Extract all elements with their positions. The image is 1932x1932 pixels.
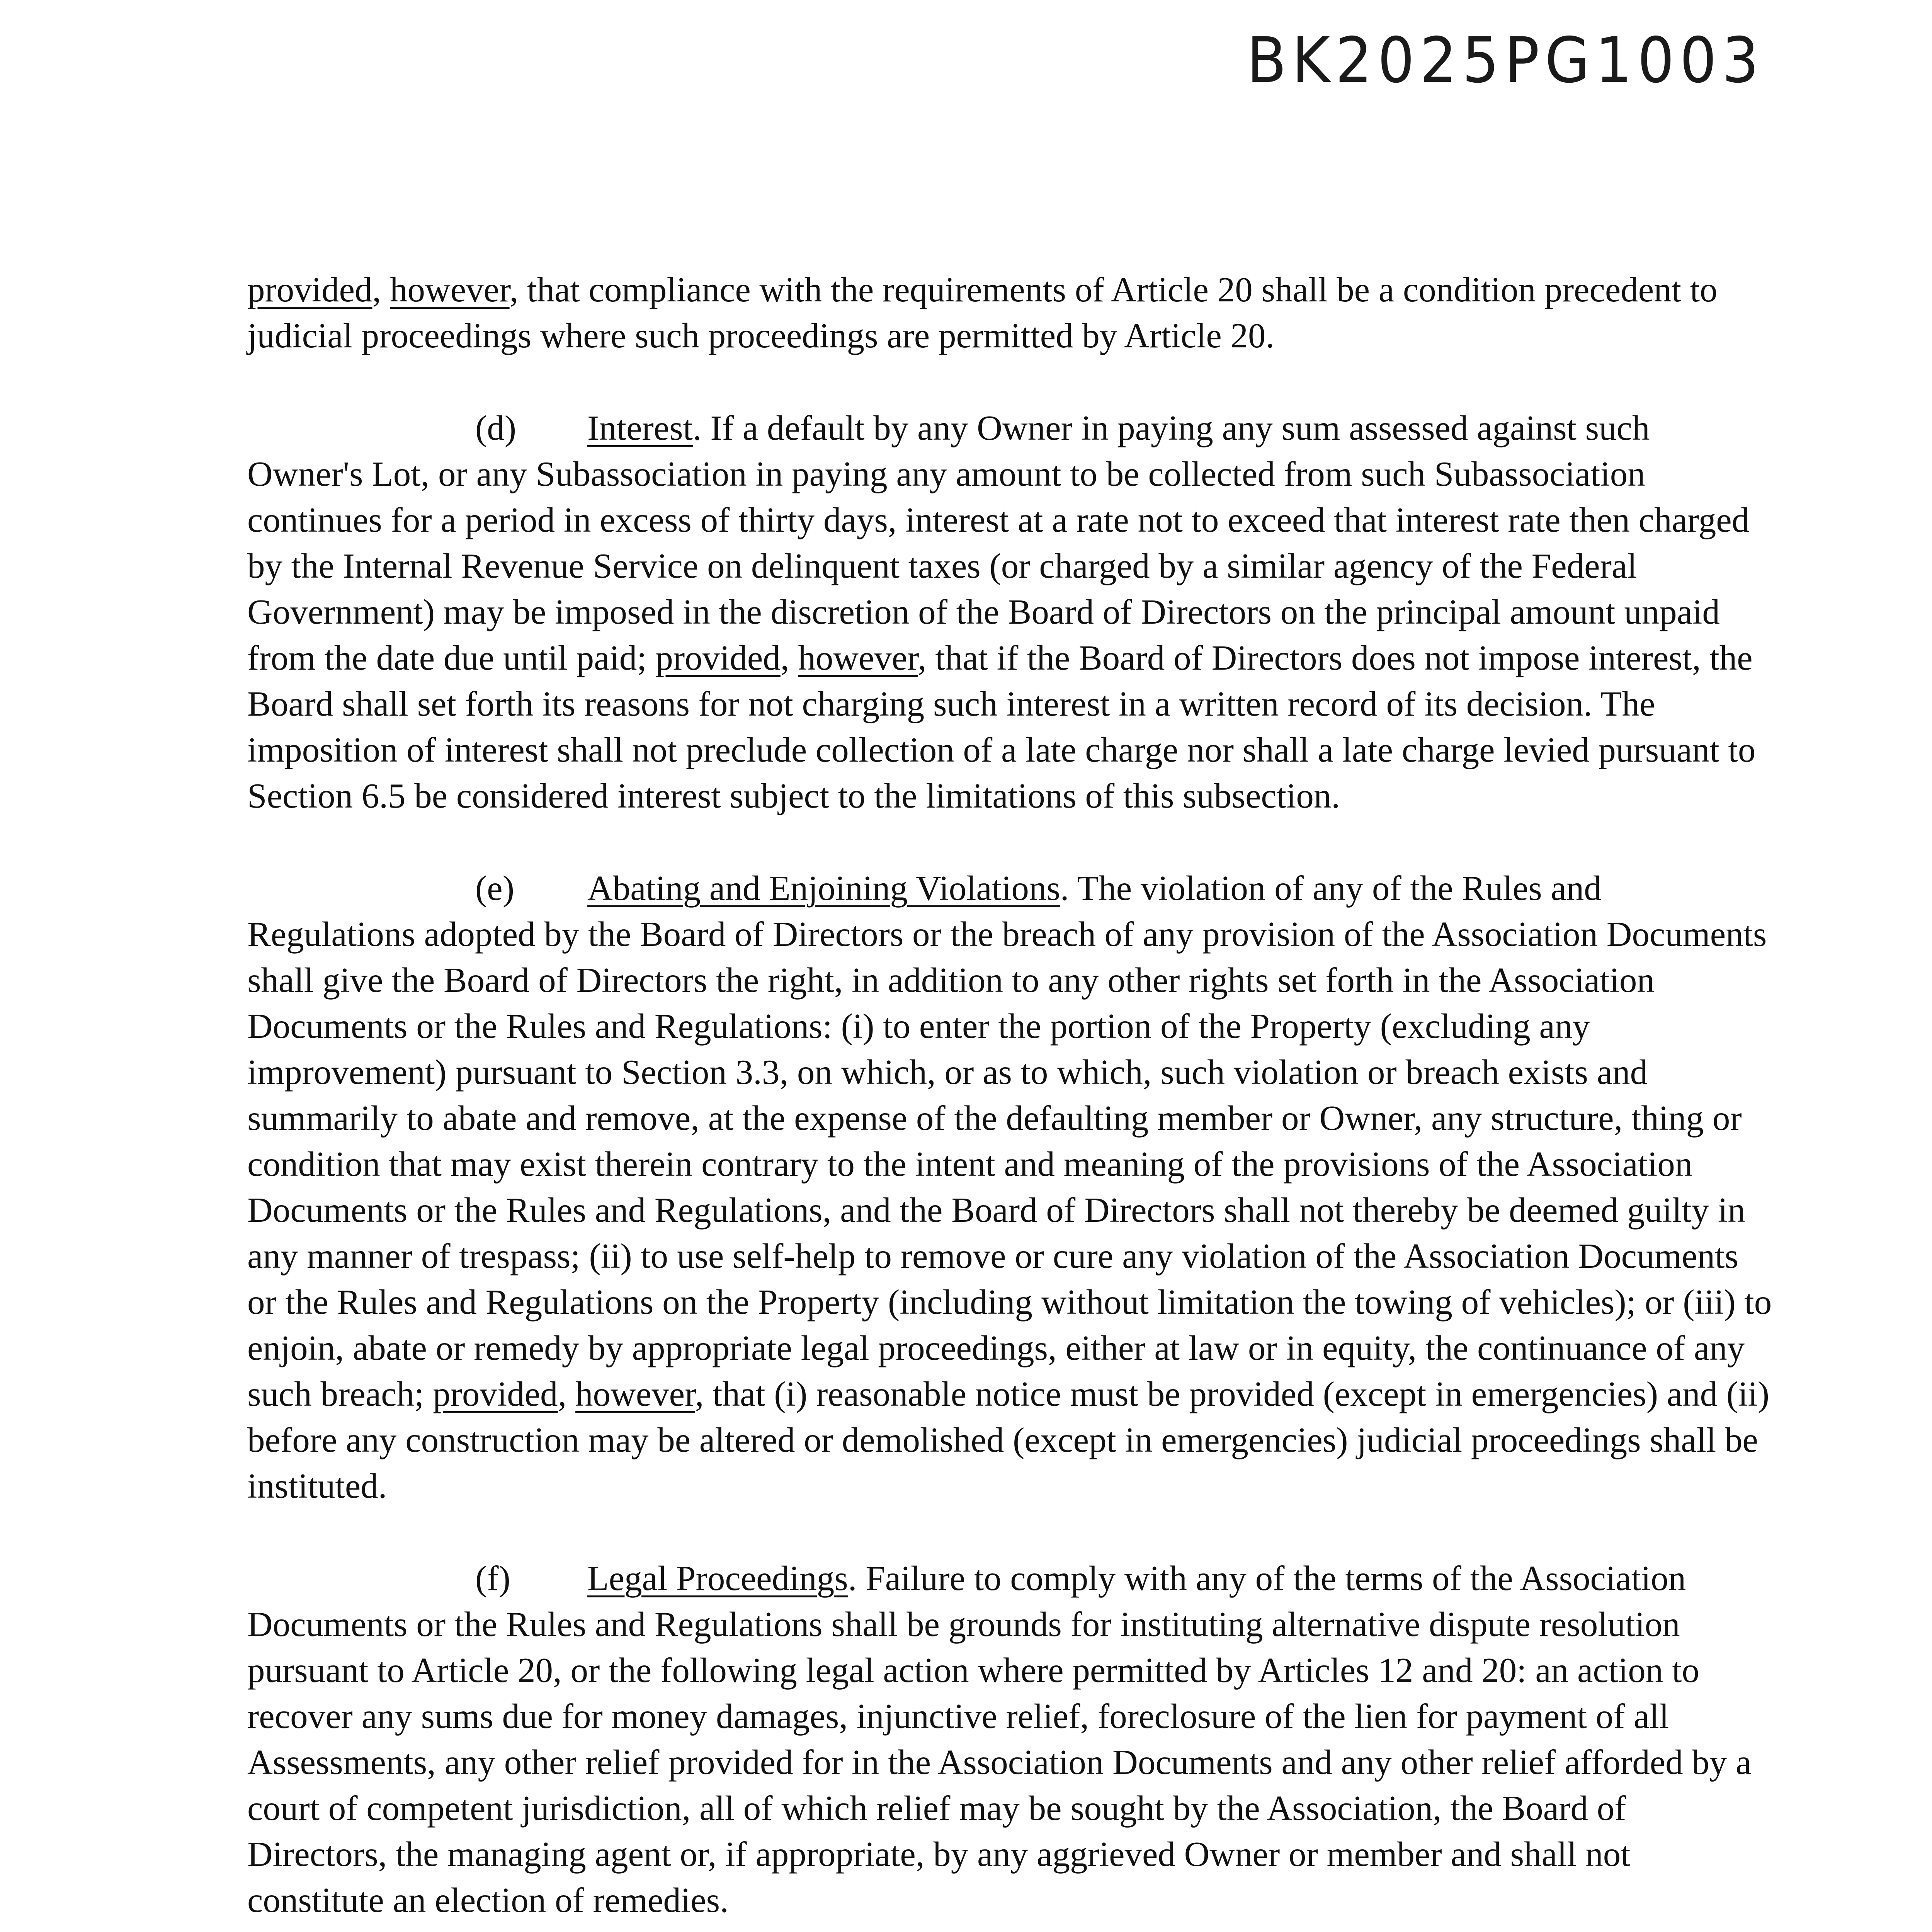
section-label: (f)	[475, 1559, 510, 1598]
document-body	[247, 267, 1774, 1932]
paragraph-text: , that compliance with the requirements of Article 20 shall be a condition precedent to judicial proceedings where such proceedings are permitted by Article 20.	[247, 270, 1718, 355]
section-text: . If a default by any Owner in paying any sum assessed against such Owner's Lot, or any Subassociation in paying any amount to be collected from such Subassociation continues for a period in excess of thirty days, interest at a rate not to exceed that interest rate then charged by the Internal Revenue Service on delinquent taxes (or charged by a similar agency of the Federal Government) may be imposed in the discretion of the Board of Directors on the principal amount unpaid from the date due until paid;	[247, 408, 1750, 677]
provided-term: provided	[655, 638, 781, 677]
section-f-legal-proceedings	[247, 1555, 1774, 1923]
provided-term: provided	[433, 1374, 558, 1413]
section-text: , that (i) reasonable notice must be provided (except in emergencies) and (ii) before any construction may be altered or demolished (except in emergencies) judicial proceedings shall be instituted.	[247, 1374, 1770, 1505]
section-label: (d)	[475, 408, 517, 447]
however-term: however	[575, 1374, 695, 1413]
section-e-abating-violations: (e) Abating and Enjoining Violations. The violation of any of the Rules and Regulations adopted by the Board of Directors or the breach of any provision of the Association Documents shall give the Board of Directors the right, in addition to any other rights set forth in the Association Documents or the Rules and Regulations: (i) to enter the portion of the Property (excluding any improvement) pursuant to Section 3.3, on which, or as to which, such violation or breach exists and summarily to abate and remove, at the expense of the defaulting member or Owner, any structure, thing or condition that may exist therein contrary to the intent and meaning of the provisions of the Association Documents or the Rules and Regulations, and the Board of Directors shall not thereby be deemed guilty in any manner of trespass; (ii) to use self-help to remove or cure any violation of the Association Documents or the Rules and Regulations on the Property (including without limitation the towing of vehicles); or (iii) to enjoin, abate or remedy by appropriate legal proceedings, either at law or in equity, the continuance of any such breach; provided, however, that (i) reasonable notice must be provided (except in emergencies) and (ii) before any construction may be altered or demolished (except in emergencies) judicial proceedings shall be instituted.	[247, 865, 1774, 1509]
however-term: however	[798, 638, 918, 677]
section-text: . Failure to comply with any of the terms of the Association Documents or the Rules and Regulations shall be grounds for instituting alternative dispute resolution pursuant to Article 20, or the following legal action where permitted by Articles 12 and 20: an action to recover any sums due for money damages, injunctive relief, foreclosure of the lien for payment of all Assessments, any other relief provided for in the Association Documents and any other relief afforded by a court of competent jurisdiction, all of which relief may be sought by the Association, the Board of Directors, the managing agent or, if appropriate, by any aggrieved Owner or member and shall not constitute an election of remedies.	[247, 1559, 1752, 1920]
section-d-interest: (d) Interest. If a default by any Owner in paying any sum assessed against such Owner's Lot, or any Subassociation in paying any amount to be collected from such Subassociation continues for a period in excess of thirty days, interest at a rate not to exceed that interest rate then charged by the Internal Revenue Service on delinquent taxes (or charged by a similar agency of the Federal Government) may be imposed in the discretion of the Board of Directors on the principal amount unpaid from the date due until paid; provided, however, that if the Board of Directors does not impose interest, the Board shall set forth its reasons for not charging such interest in a written record of its decision. The imposition of interest shall not preclude collection of a late charge nor shall a late charge levied pursuant to Section 6.5 be considered interest subject to the limitations of this subsection.	[247, 405, 1774, 819]
section-text: . The violation of any of the Rules and Regulations adopted by the Board of Directors or the breach of any provision of the Association Documents shall give the Board of Directors the right, in addition to any other rights set forth in the Association Documents or the Rules and Regulations: (i) to enter the portion of the Property (excluding any improvement) pursuant to Section 3.3, on which, or as to which, such violation or breach exists and summarily to abate and remove, at the expense of the defaulting member or Owner, any structure, thing or condition that may exist therein contrary to the intent and meaning of the provisions of the Association Documents or the Rules and Regulations, and the Board of Directors shall not thereby be deemed guilty in any manner of trespass; (ii) to use self-help to remove or cure any violation of the Association Documents or the Rules and Regulations on the Property (including without limitation the towing of vehicles); or (iii) to enjoin, abate or remedy by appropriate legal proceedings, either at law or in equity, the continuance of any such breach;	[247, 869, 1772, 1413]
section-text: , that if the Board of Directors does not impose interest, the Board shall set forth its reasons for not charging such interest in a written record of its decision. The imposition of interest shall not preclude collection of a late charge nor shall a late charge levied pursuant to Section 6.5 be considered interest subject to the limitations of this subsection.	[247, 638, 1756, 815]
however-term: however	[389, 270, 510, 309]
section-heading: Abating and Enjoining Violations	[587, 869, 1060, 908]
section-label: (e)	[475, 869, 514, 908]
section-heading: Interest	[587, 408, 693, 447]
continuation-paragraph: provided, however, that compliance with the requirements of Article 20 shall be a condition precedent to judicial proceedings where such proceedings are permitted by Article 20.	[247, 270, 1718, 355]
provided-term: provided	[247, 270, 372, 309]
book-page-stamp: BK2025PG1003	[1247, 24, 1764, 97]
section-heading: Legal Proceedings	[587, 1559, 848, 1598]
